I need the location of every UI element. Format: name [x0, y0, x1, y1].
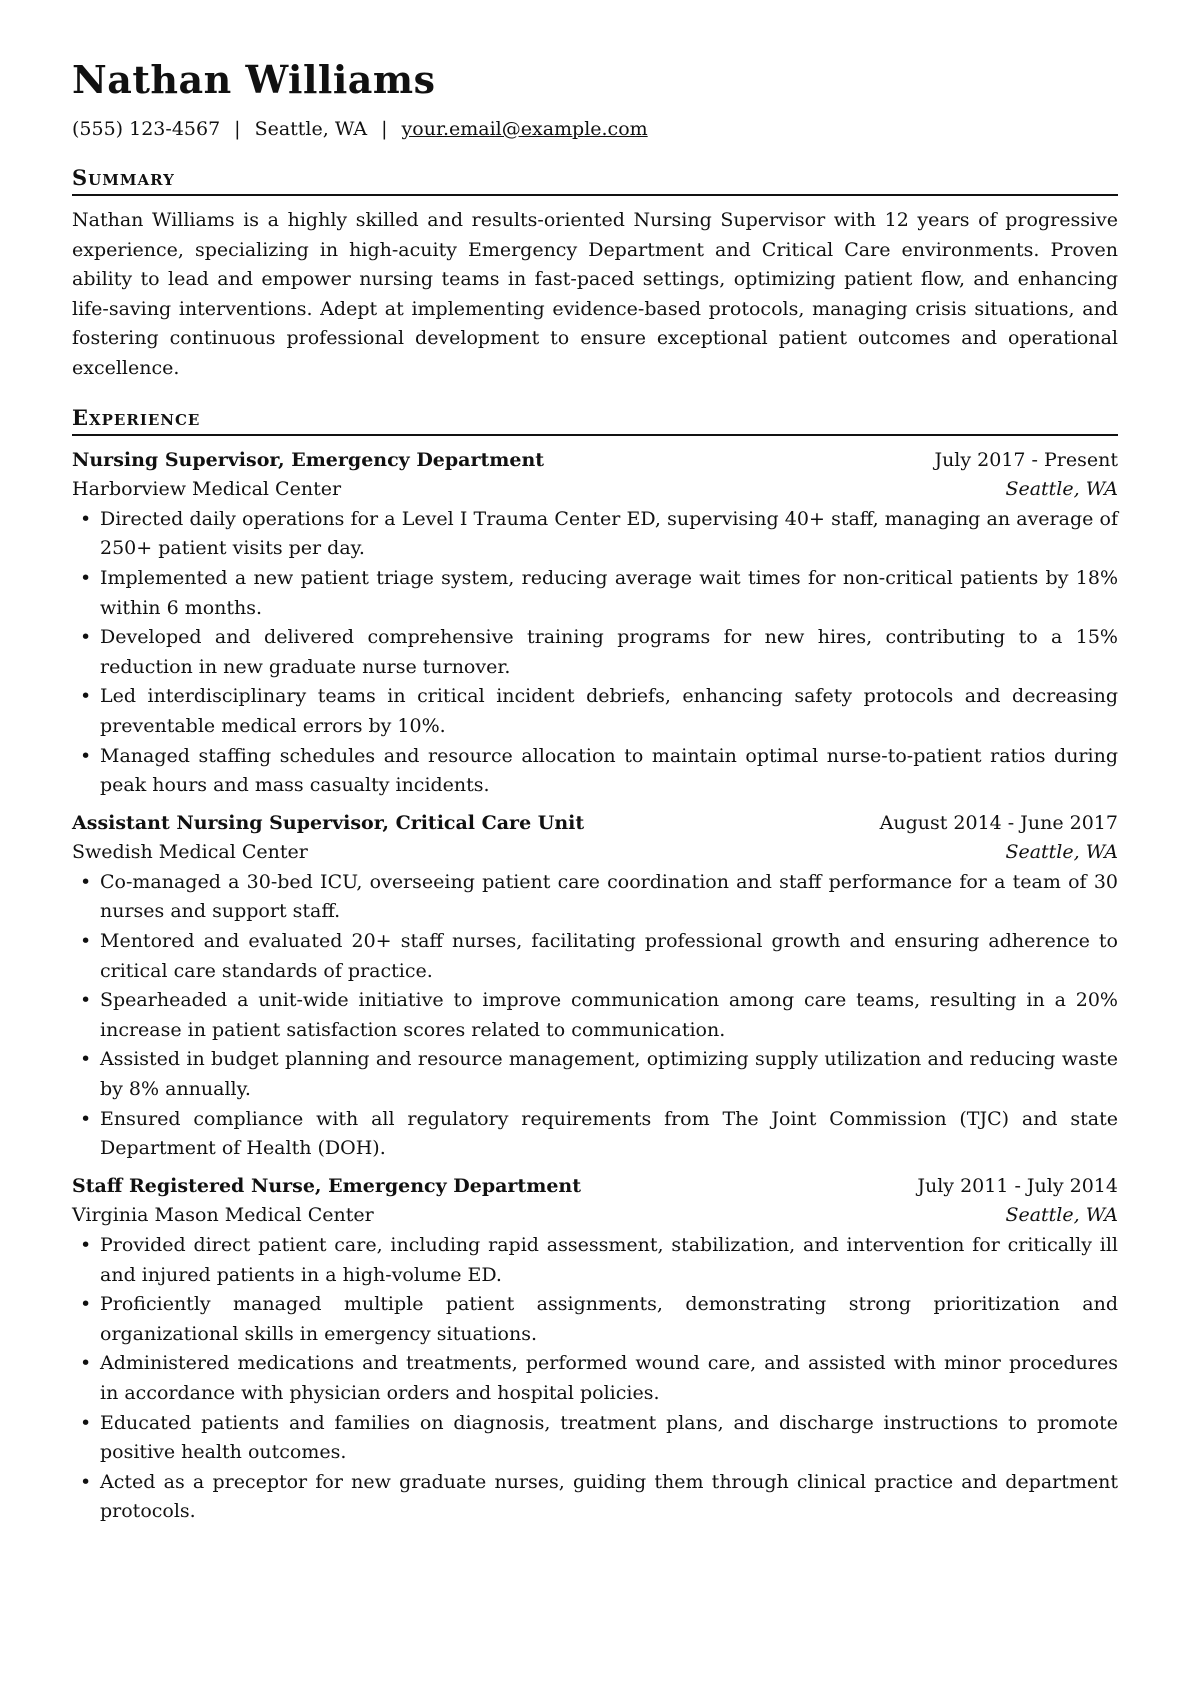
job-bullets	[72, 868, 1118, 1164]
list-item	[72, 1105, 1118, 1164]
list-item	[72, 1409, 1118, 1468]
bullet-text: Educated patients and families on diagnosis, treatment plans, and discharge instructions to promote positive health outcomes.	[100, 1411, 1118, 1464]
bullet-text: Co-managed a 30-bed ICU, overseeing patient care coordination and staff performance for a team of 30 nurses and support staff.	[100, 870, 1118, 923]
bullet-icon: •	[80, 1293, 92, 1316]
list-item	[72, 927, 1118, 986]
bullet-text: Spearheaded a unit-wide initiative to improve communication among care teams, resulting in a 20% increase in patient satisfaction scores related to communication.	[100, 989, 1118, 1041]
bullet-text: Acted as a preceptor for new graduate nurses, guiding them through clinical practice and department protocols.	[100, 1470, 1118, 1523]
bullet-text: Directed daily operations for a Level I Trauma Center ED, supervising 40+ staff, managing an average of 250+ patient visits per day.	[100, 507, 1118, 560]
bullet-icon: •	[80, 685, 92, 708]
bullet-text: Developed and delivered comprehensive training programs for new hires, contributing to a 15% reduction in new graduate nurse turnover.	[100, 626, 1118, 678]
contact-line	[72, 116, 1118, 142]
bullet-text: Administered medications and treatments, performed wound care, and assisted with minor procedures in accordance with physician orders and hospital policies.	[100, 1352, 1118, 1404]
bullet-text: Ensured compliance with all regulatory requirements from The Joint Commission (TJC) and state Department of Health (DOH).	[100, 1107, 1118, 1160]
candidate-name: Nathan Williams	[72, 57, 436, 102]
job-location: Seattle, WA	[1005, 841, 1118, 864]
list-item	[72, 868, 1118, 927]
job-organization: Virginia Mason Medical Center	[72, 1204, 374, 1227]
bullet-text: Provided direct patient care, including rapid assessment, stabilization, and intervention for critically ill and injured patients in a high-volume ED.	[100, 1234, 1118, 1286]
bullet-icon: •	[80, 626, 92, 649]
list-item	[72, 623, 1118, 682]
job-dates: August 2014 - June 2017	[879, 811, 1118, 834]
list-item	[72, 564, 1118, 623]
list-item	[72, 986, 1118, 1045]
location: Seattle, WA	[254, 118, 368, 140]
summary-text: Nathan Williams is a highly skilled and results-oriented Nursing Supervisor with 12 years of progressive experience, specializing in high-acuity Emergency Department and Critical Care environments. Proven ability to lead and empower nursing teams in fast-paced settings, optimizing patient flow, and enhancing life-saving interventions. Adept at implementing evidence-based protocols, managing crisis situations, and fostering continuous professional development to ensure exceptional patient outcomes and operational excellence.	[72, 209, 1118, 379]
bullet-text: Assisted in budget planning and resource management, optimizing supply utilization and reducing waste by 8% annually.	[100, 1048, 1118, 1101]
bullet-icon: •	[80, 1234, 92, 1256]
job-bullets	[72, 505, 1118, 801]
contact-separator: |	[234, 118, 241, 140]
bullet-text: Proficiently managed multiple patient assignments, demonstrating strong prioritization and organizational skills in emergency situations.	[100, 1293, 1118, 1345]
bullet-text: Mentored and evaluated 20+ staff nurses, facilitating professional growth and ensuring adherence to critical care standards of practice.	[100, 930, 1118, 982]
job-entry	[72, 446, 1118, 801]
job-title: Nursing Supervisor, Emergency Department	[72, 448, 545, 471]
bullet-icon: •	[80, 566, 92, 589]
bullet-text: Implemented a new patient triage system, reducing average wait times for non-critical patients by 18% within 6 months.	[100, 566, 1118, 619]
list-item	[72, 682, 1118, 741]
bullet-icon: •	[80, 507, 92, 530]
list-item	[72, 1045, 1118, 1104]
job-entry	[72, 1172, 1118, 1527]
bullet-text: Led interdisciplinary teams in critical incident debriefs, enhancing safety protocols and decreasing preventable medical errors by 10%.	[100, 685, 1118, 737]
list-item	[72, 1468, 1118, 1527]
bullet-icon: •	[80, 989, 92, 1012]
bullet-icon: •	[80, 870, 92, 893]
list-item	[72, 1231, 1118, 1290]
list-item	[72, 505, 1118, 564]
email-link[interactable]: your.email@example.com	[401, 118, 648, 140]
job-organization: Swedish Medical Center	[72, 841, 308, 864]
bullet-icon: •	[80, 1352, 92, 1375]
experience-list	[72, 446, 1118, 1527]
job-bullets	[72, 1231, 1118, 1527]
experience-heading: Experience	[72, 404, 1118, 436]
bullet-icon: •	[80, 1470, 92, 1493]
bullet-icon: •	[80, 1411, 92, 1434]
list-item	[72, 742, 1118, 801]
job-organization: Harborview Medical Center	[72, 478, 342, 501]
contact-separator: |	[381, 118, 388, 140]
list-item	[72, 1349, 1118, 1408]
job-title: Assistant Nursing Supervisor, Critical Care Unit	[72, 811, 585, 834]
job-title: Staff Registered Nurse, Emergency Department	[72, 1174, 581, 1197]
job-dates: July 2017 - Present	[934, 448, 1118, 471]
bullet-icon: •	[80, 930, 92, 953]
job-dates: July 2011 - July 2014	[917, 1174, 1118, 1197]
summary-heading: Summary	[72, 164, 1118, 196]
bullet-icon: •	[80, 1048, 92, 1071]
phone-number: (555) 123-4567	[72, 118, 221, 140]
job-location: Seattle, WA	[1005, 1204, 1118, 1227]
bullet-icon: •	[80, 744, 92, 767]
bullet-text: Managed staffing schedules and resource allocation to maintain optimal nurse-to-patient ratios during peak hours and mass casualty incidents.	[100, 744, 1118, 797]
list-item	[72, 1290, 1118, 1349]
job-location: Seattle, WA	[1005, 478, 1118, 501]
job-entry	[72, 809, 1118, 1164]
bullet-icon: •	[80, 1107, 92, 1130]
